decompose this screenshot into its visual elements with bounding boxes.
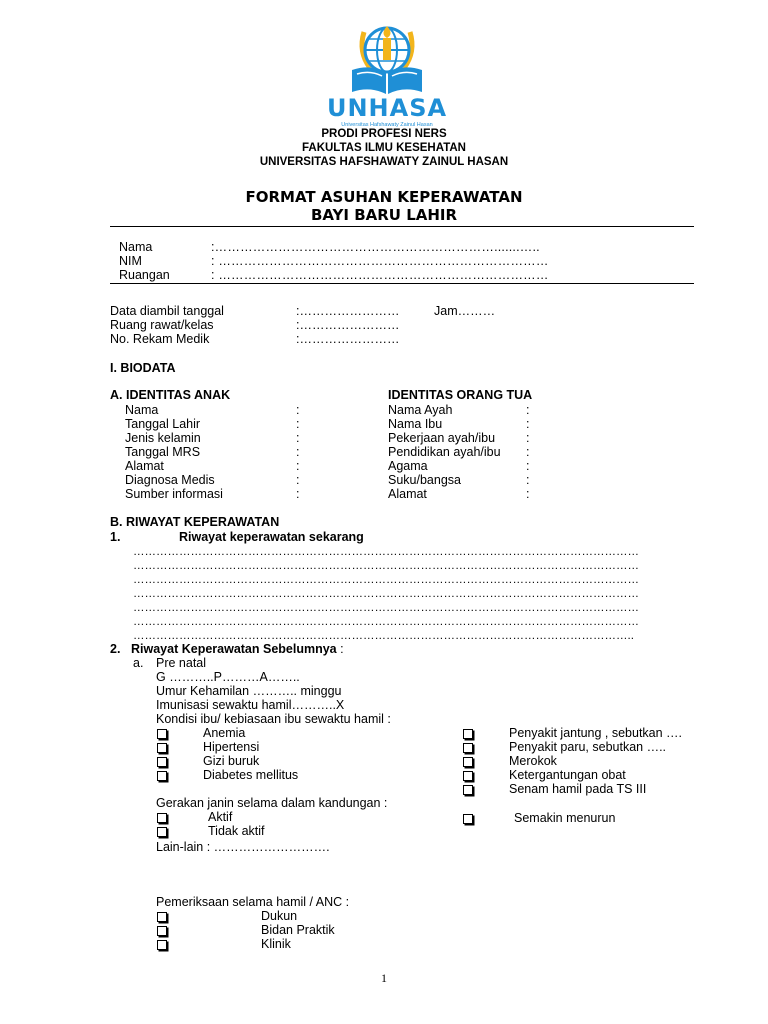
ruang-rawat-label: Ruang rawat/kelas (110, 318, 214, 332)
anak-field-colon: : (296, 417, 300, 431)
anak-field-colon: : (296, 431, 300, 445)
penyakit-paru-checkbox[interactable] (463, 741, 473, 755)
checkbox-icon (157, 757, 167, 767)
ortu-field-colon: : (526, 473, 530, 487)
identitas-ortu-heading: IDENTITAS ORANG TUA (388, 388, 533, 402)
document-title-line1: FORMAT ASUHAN KEPERAWATAN (245, 188, 523, 206)
anc-option-label: Klinik (261, 937, 291, 951)
header-universitas: UNIVERSITAS HAFSHAWATY ZAINUL HASAN (259, 156, 509, 168)
student-name-field[interactable]: :………………………………………………………….......….. (211, 240, 540, 254)
riwayat-sebelumnya-title: Riwayat Keperawatan Sebelumnya (131, 642, 337, 656)
ortu-field-label: Alamat (388, 487, 427, 501)
lain-lain-field[interactable]: Lain-lain : ………………………. (156, 840, 330, 854)
kondisi-option-label: Anemia (203, 726, 246, 740)
logo-wordmark: UNHASA (326, 94, 448, 122)
riwayat-sekarang-line[interactable]: …………………………………………………………………………………………………………………… (133, 546, 639, 558)
ortu-field-label: Pekerjaan ayah/ibu (388, 431, 496, 445)
checkbox-icon (463, 785, 473, 795)
kondisi-option-label: Gizi buruk (203, 754, 260, 768)
ortu-field-label: Nama Ibu (388, 417, 443, 431)
hipertensi-checkbox[interactable] (157, 741, 167, 755)
identitas-anak-heading: A. IDENTITAS ANAK (110, 388, 231, 402)
checkbox-icon (463, 771, 473, 781)
document-title-line2: BAYI BARU LAHIR (310, 206, 458, 224)
checkbox-icon (463, 814, 473, 824)
riwayat-sekarang-line[interactable]: ………………………………………………………………………………………………………………….. (133, 630, 634, 642)
checkbox-icon (157, 926, 167, 936)
anak-field-colon: : (296, 403, 300, 417)
rekam-medik-label: No. Rekam Medik (110, 332, 210, 346)
riwayat-sekarang-line[interactable]: …………………………………………………………………………………………………………………… (133, 588, 639, 600)
anak-field-label: Jenis kelamin (125, 431, 201, 445)
ortu-field-label: Suku/bangsa (388, 473, 461, 487)
checkbox-icon (157, 743, 167, 753)
rekam-medik-field[interactable]: :…………………… (296, 332, 400, 346)
anak-field-colon: : (296, 459, 300, 473)
riwayat-sekarang-line[interactable]: …………………………………………………………………………………………………………………… (133, 560, 639, 572)
anak-field-label: Alamat (125, 459, 164, 473)
data-tanggal-label: Data diambil tanggal (110, 304, 224, 318)
penyakit-jantung-checkbox[interactable] (463, 727, 473, 741)
anak-field-colon: : (296, 473, 300, 487)
prenatal-label: a. (133, 656, 144, 670)
ortu-field-label: Pendidikan ayah/ibu (388, 445, 501, 459)
aktif-checkbox[interactable] (157, 811, 167, 825)
student-nim-label: NIM (119, 254, 142, 268)
riwayat-sebelumnya-colon: : (336, 642, 344, 656)
anak-field-label: Tanggal Lahir (125, 417, 201, 431)
prenatal-title: Pre natal (156, 656, 207, 670)
student-ruangan-field[interactable]: : …………………………………………………………………… (211, 268, 549, 282)
tidak-aktif-checkbox[interactable] (157, 825, 167, 839)
umur-kehamilan-field[interactable]: Umur Kehamilan ……….. minggu (156, 684, 342, 698)
student-nim-field[interactable]: : …………………………………………………………………… (211, 254, 549, 268)
ortu-field-colon: : (526, 431, 530, 445)
riwayat-sekarang-title: Riwayat keperawatan sekarang (179, 530, 364, 544)
checkbox-icon (157, 940, 167, 950)
kondisi-option-label: Penyakit paru, sebutkan ….. (509, 740, 667, 754)
anak-field-colon: : (296, 445, 300, 459)
checkbox-icon (157, 771, 167, 781)
gerakan-janin-label: Gerakan janin selama dalam kandungan : (156, 796, 388, 810)
kondisi-option-label: Senam hamil pada TS III (509, 782, 647, 796)
checkbox-icon (157, 729, 167, 739)
anak-field-label: Diagnosa Medis (125, 473, 215, 487)
senam-hamil-checkbox[interactable] (463, 783, 473, 797)
merokok-checkbox[interactable] (463, 755, 473, 769)
ruang-rawat-field[interactable]: :…………………… (296, 318, 400, 332)
riwayat-sekarang-line[interactable]: …………………………………………………………………………………………………………………… (133, 602, 639, 614)
anc-option-label: Dukun (261, 909, 298, 923)
ortu-field-colon: : (526, 403, 530, 417)
checkbox-icon (157, 912, 167, 922)
header-prodi: PRODI PROFESI NERS (321, 128, 447, 140)
riwayat-sekarang-line[interactable]: …………………………………………………………………………………………………………………… (133, 574, 639, 586)
anak-field-label: Sumber informasi (125, 487, 223, 501)
diabetes-checkbox[interactable] (157, 769, 167, 783)
anak-field-colon: : (296, 487, 300, 501)
ortu-field-colon: : (526, 459, 530, 473)
bidan-praktik-checkbox[interactable] (157, 924, 167, 938)
kondisi-option-label: Ketergantungan obat (509, 768, 626, 782)
anak-field-label: Tanggal MRS (125, 445, 201, 459)
ketergantungan-obat-checkbox[interactable] (463, 769, 473, 783)
kondisi-option-label: Merokok (509, 754, 557, 768)
logo-emblem-icon (322, 22, 452, 100)
kondisi-ibu-label: Kondisi ibu/ kebiasaan ibu sewaktu hamil : (156, 712, 391, 726)
riwayat-sekarang-number: 1. (110, 530, 121, 544)
gerakan-option-label: Tidak aktif (208, 824, 265, 838)
anemia-checkbox[interactable] (157, 727, 167, 741)
student-rule (110, 283, 694, 284)
riwayat-heading: B. RIWAYAT KEPERAWATAN (110, 515, 280, 529)
dukun-checkbox[interactable] (157, 910, 167, 924)
ortu-field-colon: : (526, 487, 530, 501)
kondisi-option-label: Hipertensi (203, 740, 260, 754)
gpa-field[interactable]: G ………..P………A…….. (156, 670, 300, 684)
unhasa-logo (322, 22, 452, 130)
checkbox-icon (157, 827, 167, 837)
page-number: 1 (381, 971, 387, 985)
riwayat-sebelumnya-title-wrap (131, 642, 344, 656)
gizi-buruk-checkbox[interactable] (157, 755, 167, 769)
semakin-menurun-checkbox[interactable] (463, 812, 473, 826)
title-rule (110, 226, 694, 227)
pemeriksaan-anc-label: Pemeriksaan selama hamil / ANC : (156, 895, 350, 909)
gerakan-option-label: Semakin menurun (514, 811, 616, 825)
checkbox-icon (463, 757, 473, 767)
ortu-field-label: Nama Ayah (388, 403, 453, 417)
data-tanggal-field[interactable]: :…………………… (296, 304, 400, 318)
student-ruangan-label: Ruangan (119, 268, 170, 282)
ortu-field-colon: : (526, 445, 530, 459)
student-name-label: Nama (119, 240, 153, 254)
kondisi-option-label: Diabetes mellitus (203, 768, 299, 782)
ortu-field-label: Agama (388, 459, 428, 473)
anak-field-label: Nama (125, 403, 159, 417)
gerakan-option-label: Aktif (208, 810, 233, 824)
biodata-heading: I. BIODATA (110, 361, 176, 375)
checkbox-icon (463, 729, 473, 739)
ortu-field-colon: : (526, 417, 530, 431)
kondisi-option-label: Penyakit jantung , sebutkan …. (509, 726, 683, 740)
imunisasi-field[interactable]: Imunisasi sewaktu hamil………..X (156, 698, 345, 712)
header-fakultas: FAKULTAS ILMU KESEHATAN (302, 142, 466, 154)
riwayat-sekarang-line[interactable]: …………………………………………………………………………………………………………………… (133, 616, 639, 628)
anc-option-label: Bidan Praktik (261, 923, 335, 937)
logo-subtitle: Universitas Hafshawaty Zainul Hasan (341, 122, 433, 128)
jam-field[interactable]: Jam……… (434, 304, 496, 318)
riwayat-sebelumnya-number: 2. (110, 642, 121, 656)
checkbox-icon (157, 813, 167, 823)
klinik-checkbox[interactable] (157, 938, 167, 952)
checkbox-icon (463, 743, 473, 753)
